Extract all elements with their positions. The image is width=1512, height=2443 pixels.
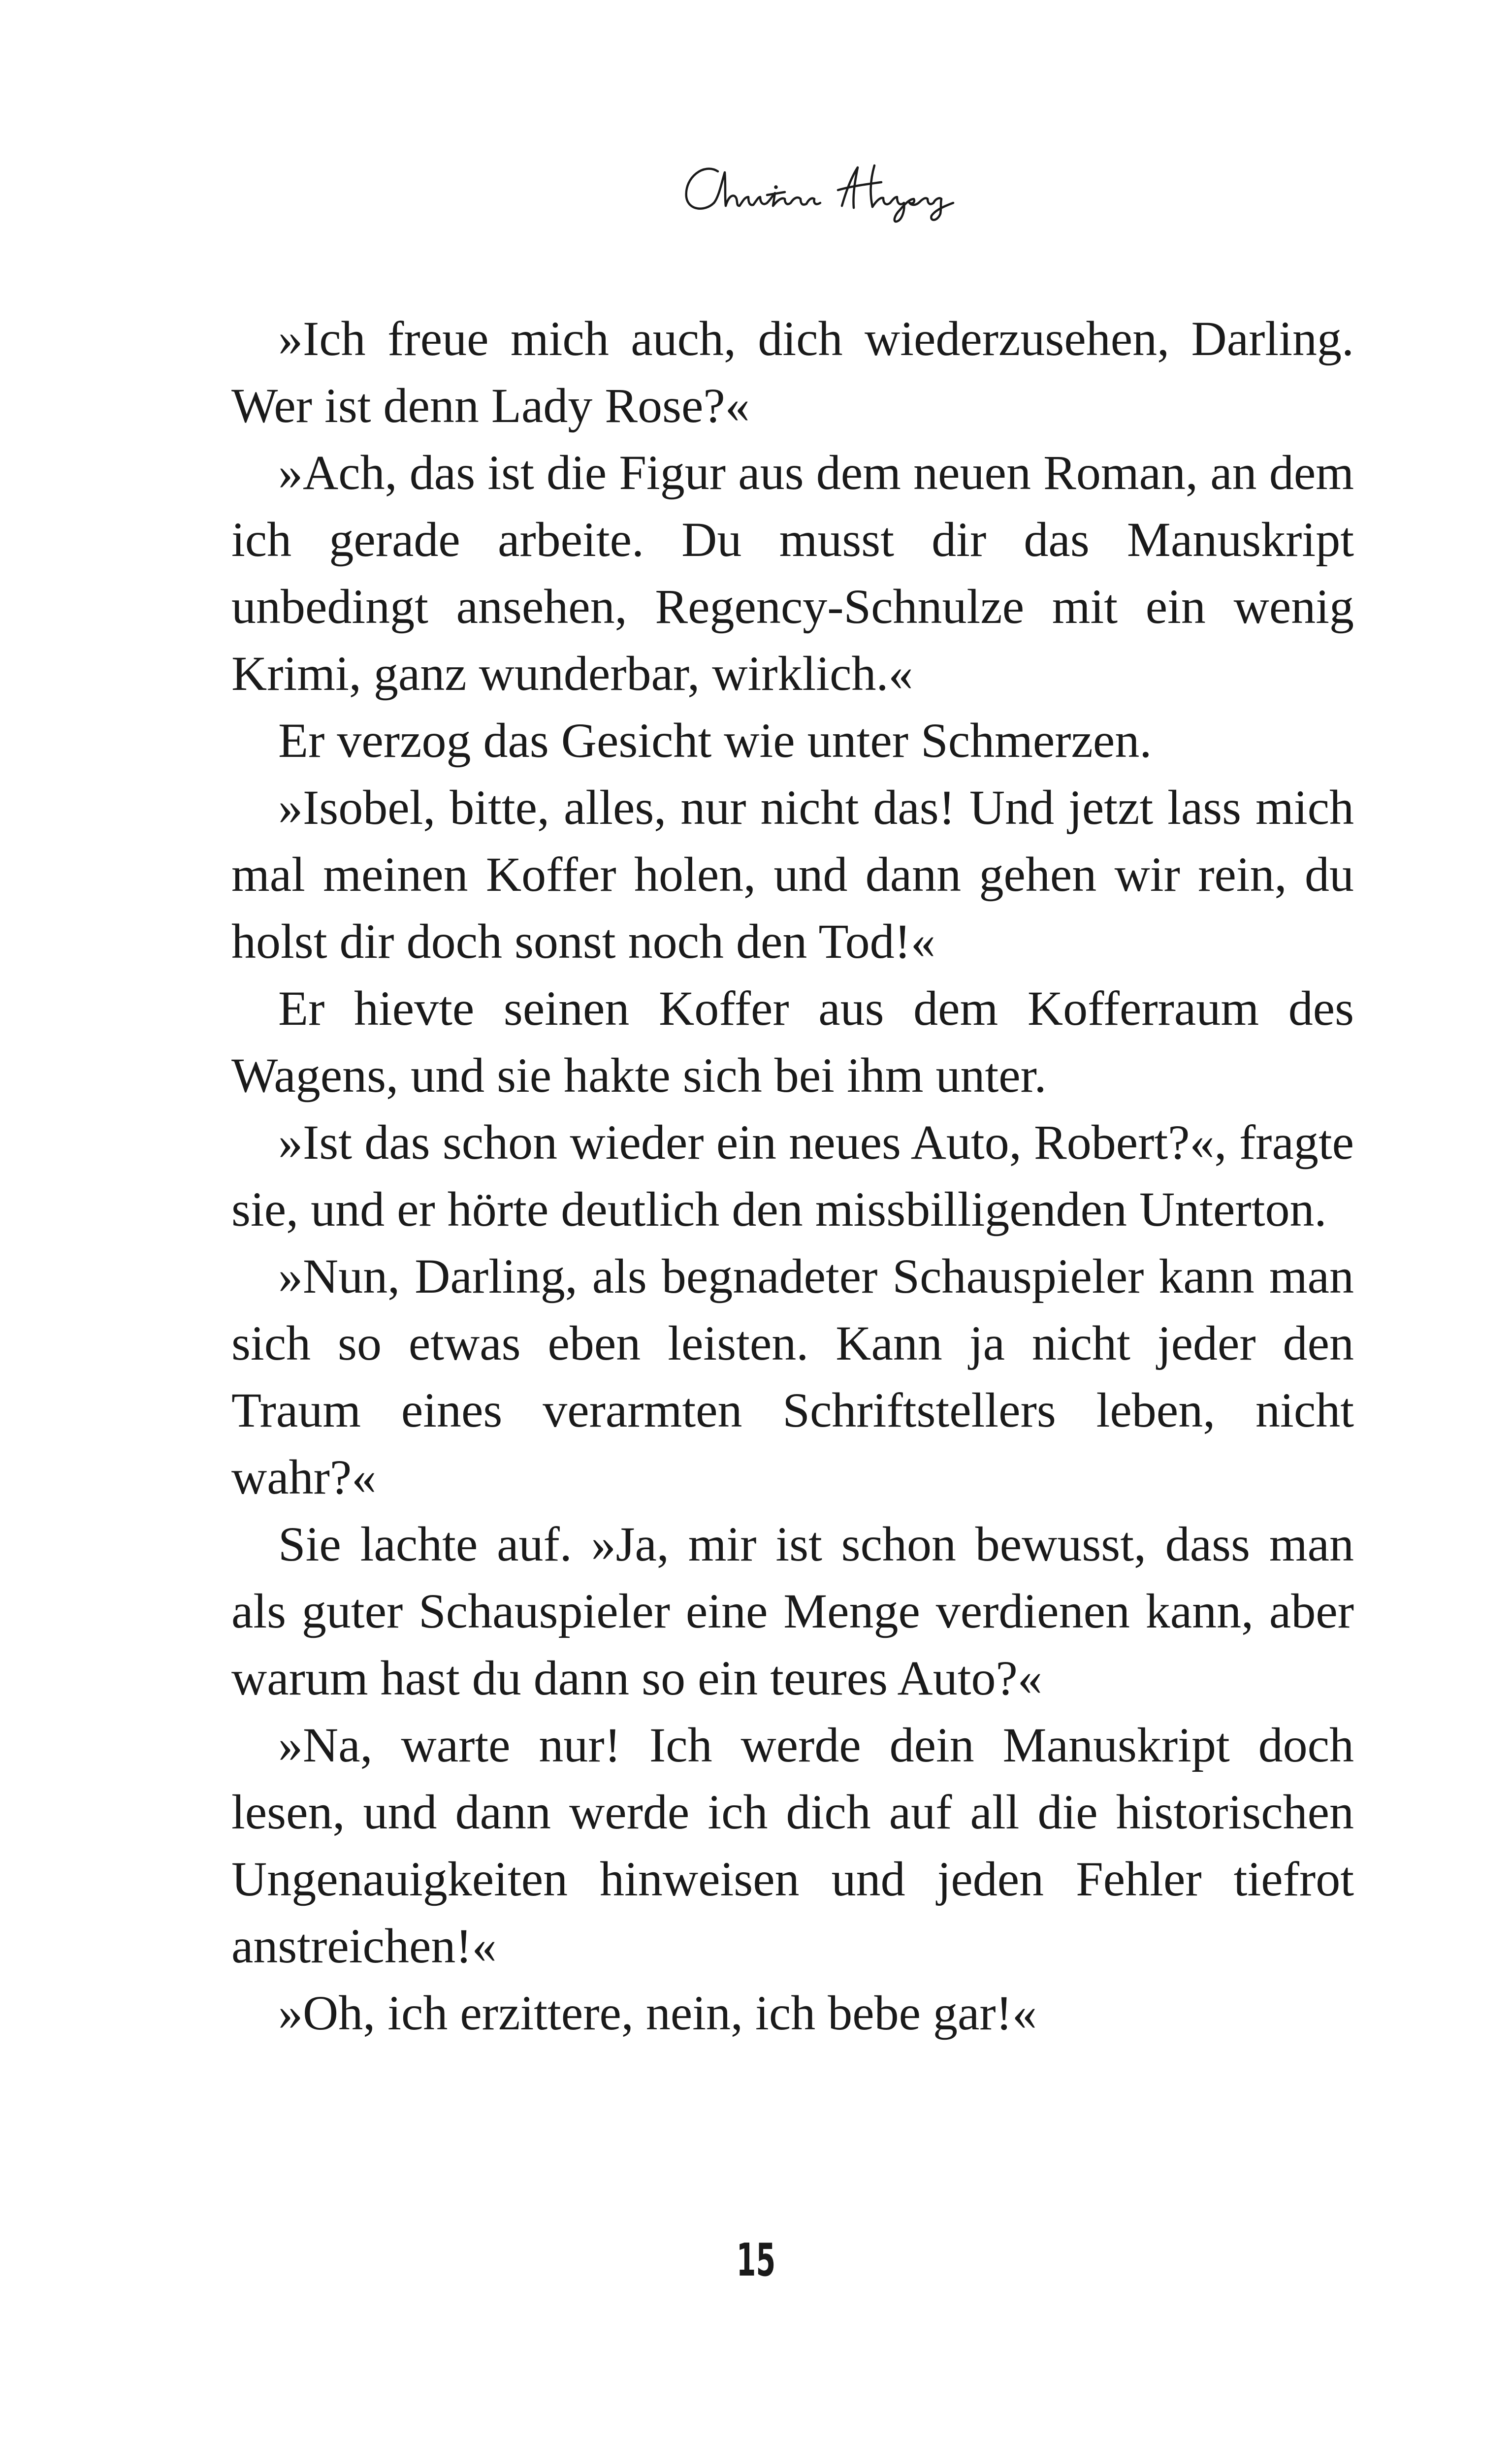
paragraph: »Nun, Darling, als begnadeter Schauspieler kann man sich so etwas eben leisten. Kann ja nicht jeder den Traum eines verarmten Schriftstellers leben, nicht wahr?« xyxy=(231,1249,1354,1504)
paragraph: Er hievte seinen Koffer aus dem Kofferraum des Wagens, und sie hakte sich bei ihm unter. xyxy=(231,981,1354,1103)
page-number: 15 xyxy=(736,2234,776,2286)
paragraph: »Ist das schon wieder ein neues Auto, Robert?«, fragte sie, und er hörte deutlich den missbilligenden Unterton. xyxy=(231,1115,1354,1237)
paragraph: »Ach, das ist die Figur aus dem neuen Roman, an dem ich gerade arbeite. Du musst dir das Manuskript unbedingt ansehen, Regency-Schnulze mit ein wenig Krimi, ganz wunderbar, wirklich.« xyxy=(231,445,1354,701)
paragraph: Er verzog das Gesicht wie unter Schmerzen. xyxy=(278,713,1152,768)
author-signature xyxy=(679,148,955,227)
paragraph: »Ich freue mich auch, dich wiederzusehen, Darling. Wer ist denn Lady Rose?« xyxy=(231,311,1354,433)
paragraph: »Na, warte nur! Ich werde dein Manuskript doch lesen, und dann werde ich dich auf all die historischen Ungenauigkeiten hinweisen und jeden Fehler tiefrot anstreichen!« xyxy=(231,1718,1354,1973)
body-text xyxy=(231,305,1354,2047)
paragraph: »Oh, ich erzittere, nein, ich bebe gar!« xyxy=(278,1986,1037,2040)
paragraph: Sie lachte auf. »Ja, mir ist schon bewusst, dass man als guter Schauspieler eine Menge verdienen kann, aber warum hast du dann so ein teures Auto?« xyxy=(231,1517,1354,1705)
signature-logo-icon xyxy=(679,148,955,227)
paragraph: »Isobel, bitte, alles, nur nicht das! Und jetzt lass mich mal meinen Koffer holen, und dann gehen wir rein, du holst dir doch sonst noch den Tod!« xyxy=(231,780,1354,969)
